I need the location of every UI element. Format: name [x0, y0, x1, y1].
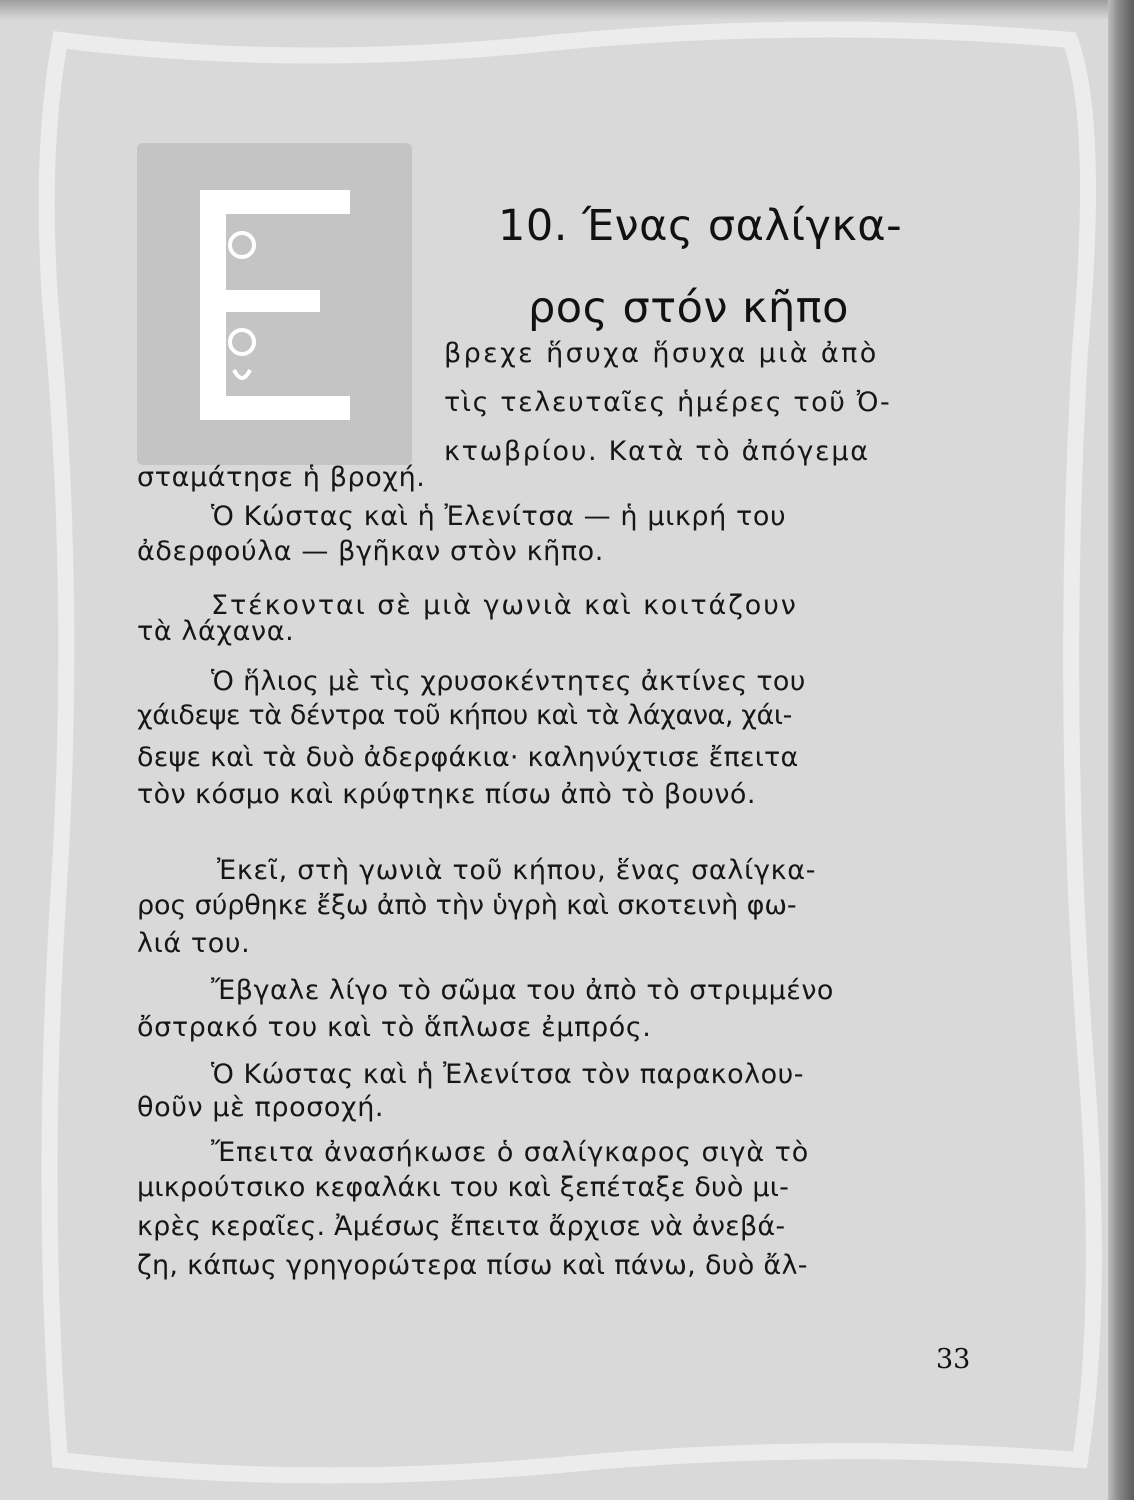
body-line: τὸν κόσμο καὶ κρύφτηκε πίσω ἀπὸ τὸ βουνό. — [137, 779, 756, 810]
body-line: δεψε καὶ τὰ δυὸ ἀδερφάκια· καληνύχτισε ἔπειτα — [137, 742, 799, 773]
chapter-title-line-1 — [498, 185, 958, 267]
body-line: σταμάτησε ἡ βροχή. — [137, 462, 426, 493]
body-line: Στέκονται σὲ μιὰ γωνιὰ καὶ κοιτάζουν — [211, 590, 798, 621]
body-line: ρος σύρθηκε ἔξω ἀπὸ τὴν ὑγρὴ καὶ σκοτεινὴ φω- — [137, 890, 797, 921]
body-line: μικρούτσικο κεφαλάκι του καὶ ξεπέταξε δυὸ μι- — [137, 1172, 790, 1203]
body-line: ζη, κάπως γρηγορώτερα πίσω καὶ πάνω, δυὸ ἄλ- — [137, 1250, 808, 1281]
body-line: ὄστρακό του καὶ τὸ ἅπλωσε ἐμπρός. — [137, 1012, 652, 1043]
body-line: ἀδερφούλα — βγῆκαν στὸν κῆπο. — [137, 536, 604, 567]
body-line: Ἔπειτα ἀνασήκωσε ὁ σαλίγκαρος σιγὰ τὸ — [211, 1137, 810, 1168]
page-number: 33 — [936, 1344, 971, 1375]
body-line: Ἔβγαλε λίγο τὸ σῶμα του ἀπὸ τὸ στριμμένο — [211, 975, 834, 1006]
body-line: κρὲς κεραῖες. Ἀμέσως ἔπειτα ἄρχισε νὰ ἀνεβά- — [137, 1211, 786, 1242]
body-line: Ὁ ἥλιος μὲ τὶς χρυσοκέντητες ἀκτίνες του — [211, 666, 806, 697]
body-line: κτωβρίου. Κατὰ τὸ ἀπόγεμα — [444, 436, 870, 467]
body-line: Ὁ Κώστας καὶ ἡ Ἐλενίτσα τὸν παρακολου- — [211, 1059, 804, 1090]
body-line: Ὁ Κώστας καὶ ἡ Ἐλενίτσα — ἡ μικρή του — [211, 501, 787, 532]
body-line: χάιδεψε τὰ δέντρα τοῦ κήπου καὶ τὰ λάχανα, χάι- — [137, 700, 792, 731]
chapter-number: 10. — [498, 201, 568, 251]
body-line: Ἐκεῖ, στὴ γωνιὰ τοῦ κήπου, ἕνας σαλίγκα- — [217, 855, 817, 886]
chapter-title — [498, 185, 958, 349]
chapter-title-line-2: ρος στόν κῆπο — [528, 283, 849, 333]
body-line: βρεχε ἥσυχα ἥσυχα μιὰ ἀπὸ — [444, 338, 879, 369]
body-line: λιά του. — [137, 928, 251, 959]
chapter-title-text-1: Ένας σαλίγκα- — [582, 201, 903, 251]
body-line: τὰ λάχανα. — [137, 616, 295, 647]
body-line: θοῦν μὲ προσοχή. — [137, 1092, 385, 1123]
drop-cap-letter-epsilon — [200, 190, 350, 420]
body-line: τὶς τελευταῖες ἡμέρες τοῦ Ὀ- — [444, 387, 892, 418]
